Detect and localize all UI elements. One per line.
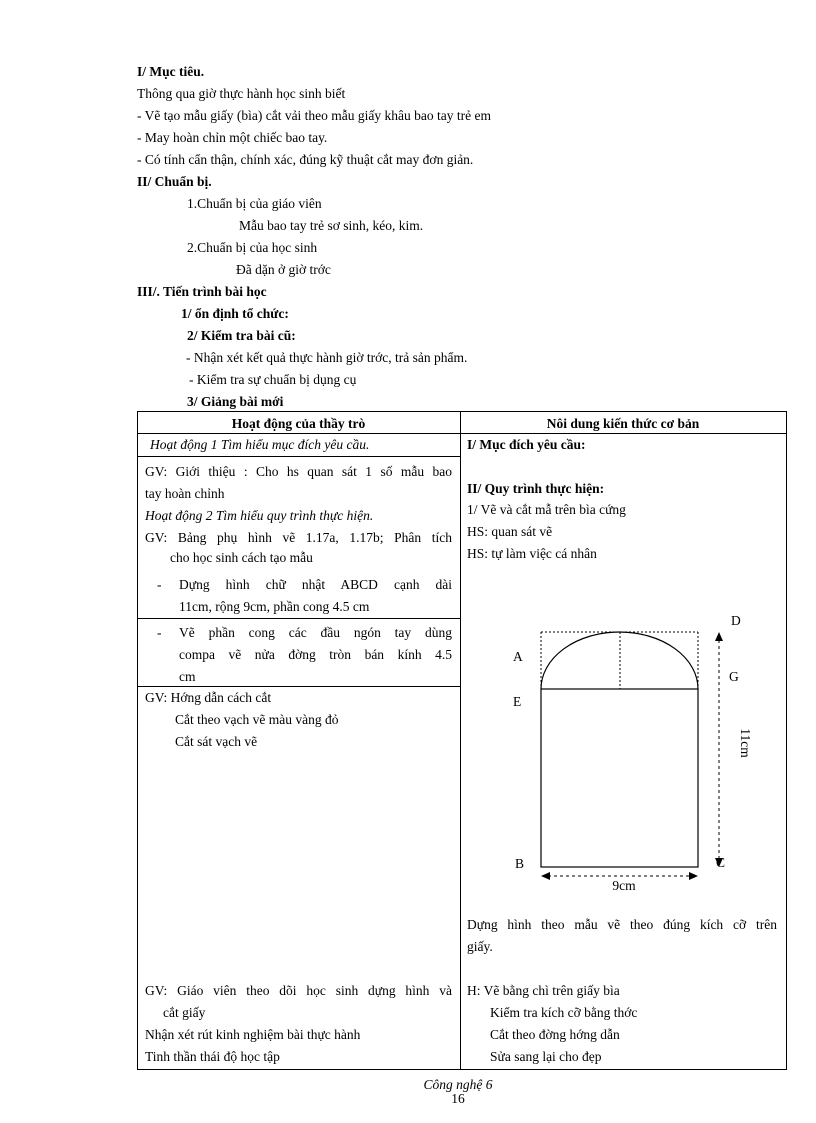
- gv-monitor-line: cắt giấy: [163, 1005, 206, 1020]
- label-c: C: [716, 855, 726, 870]
- process-heading: II/ Quy trình thực hiện:: [467, 481, 605, 496]
- prep-student-title: 2.Chuẩn bị của học sinh: [187, 240, 318, 255]
- section1-intro: Thông qua giờ thực hành học sinh biết: [137, 86, 346, 101]
- arrow-left-icon: [541, 872, 550, 880]
- arrow-up-icon: [715, 632, 723, 641]
- gv-cut-guide: GV: Hớng dẫn cách cắt: [145, 690, 272, 705]
- purpose-heading: I/ Mục đích yêu cầu:: [467, 437, 586, 452]
- pencil-step: H: Vẽ bằng chì trên giấy bìa: [467, 983, 620, 998]
- cut-step: Cắt theo đờng hớng dẫn: [490, 1027, 620, 1042]
- bullet-marker: -: [157, 577, 162, 592]
- height-label: 11cm: [738, 728, 753, 758]
- cut-instruction: Cắt theo vạch vẽ màu vàng đỏ: [175, 712, 339, 727]
- attitude-line: Tinh thần thái độ học tập: [145, 1049, 280, 1064]
- hs-observe: HS: quan sát vẽ: [467, 524, 553, 539]
- check-step: Kiểm tra kích cỡ bằng thớc: [490, 1005, 638, 1020]
- curve-step-line: cm: [179, 669, 196, 684]
- activity1-title: Hoạt động 1 Tìm hiểu mục đích yêu cầu.: [150, 437, 370, 452]
- width-label: 9cm: [612, 878, 636, 893]
- step2-heading: 2/ Kiểm tra bài cũ:: [187, 328, 296, 343]
- label-d: D: [731, 613, 741, 628]
- activity2-title: Hoạt động 2 Tìm hiểu quy trình thực hiện.: [145, 508, 374, 523]
- prep-teacher-title: 1.Chuẩn bị của giáo viên: [187, 196, 322, 211]
- gv-board-line: GV: Bảng phụ hình vẽ 1.17a, 1.17b; Phân tích: [145, 530, 452, 545]
- step2-item: - Nhận xét kết quả thực hành giờ trớc, trả sản phẩm.: [186, 350, 468, 365]
- objective-item: - Vẽ tạo mẫu giấy (bìa) cắt vải theo mẫu giấy khâu bao tay trẻ em: [137, 108, 491, 123]
- column-header-content: Nôi dung kiến thức cơ bản: [546, 416, 700, 431]
- objective-item: - Có tính cẩn thận, chính xác, đúng kỹ thuật cắt may đơn giản.: [137, 152, 474, 167]
- column-header-activities: Hoạt động của thầy trò: [231, 416, 366, 431]
- arrow-right-icon: [689, 872, 698, 880]
- gv-intro-line: tay hoàn chỉnh: [145, 486, 225, 501]
- label-g: G: [729, 669, 739, 684]
- label-a: A: [513, 649, 523, 664]
- prep-teacher-detail: Mẫu bao tay trẻ sơ sinh, kéo, kim.: [239, 218, 424, 233]
- objective-item: - May hoàn chỉn một chiếc bao tay.: [137, 130, 328, 145]
- cut-instruction: Cắt sát vạch vẽ: [175, 734, 258, 749]
- gv-board-line: cho học sinh cách tạo mẫu: [170, 550, 313, 565]
- label-b: B: [515, 856, 525, 871]
- draw-step: 1/ Vẽ và cắt mẫ trên bìa cứng: [467, 502, 626, 517]
- step3-heading: 3/ Giảng bài mới: [187, 394, 284, 409]
- page-number: 16: [451, 1091, 465, 1106]
- bullet-marker: -: [157, 625, 162, 640]
- rectangle-step-line: Dựng hình chữ nhật ABCD cạnh dài: [179, 577, 452, 592]
- footer-subject: Công nghệ 6: [423, 1077, 493, 1092]
- draft-instruction: Dựng hình theo mẫu vẽ theo đúng kích cỡ trên: [467, 917, 777, 932]
- section3-heading: III/. Tiến trình bài học: [137, 284, 267, 299]
- gv-intro-line: GV: Giới thiệu : Cho hs quan sát 1 số mẫu bao: [145, 464, 452, 479]
- mitten-body-rect: [541, 689, 698, 867]
- step2-item: - Kiểm tra sự chuẩn bị dụng cụ: [189, 372, 357, 387]
- draft-instruction: giấy.: [467, 939, 493, 954]
- gv-monitor-line: GV: Giáo viên theo dõi học sinh dựng hình và: [145, 983, 452, 998]
- review-line: Nhận xét rút kinh nghiệm bài thực hành: [145, 1027, 361, 1042]
- curve-step-line: Vẽ phần cong các đầu ngón tay dùng: [179, 625, 452, 640]
- tidy-step: Sửa sang lại cho đẹp: [490, 1049, 602, 1064]
- rectangle-step-line: 11cm, rộng 9cm, phần cong 4.5 cm: [179, 599, 370, 614]
- step1-heading: 1/ ổn định tổ chức:: [181, 306, 289, 321]
- curve-step-line: compa vẽ nửa đờng tròn bán kính 4.5: [179, 647, 452, 662]
- hs-self-work: HS: tự làm việc cá nhân: [467, 546, 597, 561]
- prep-student-detail: Đã dặn ở giờ trớc: [236, 262, 331, 277]
- label-e: E: [513, 694, 522, 709]
- section1-heading: I/ Mục tiêu.: [137, 64, 205, 79]
- section2-heading: II/ Chuẩn bị.: [137, 174, 212, 189]
